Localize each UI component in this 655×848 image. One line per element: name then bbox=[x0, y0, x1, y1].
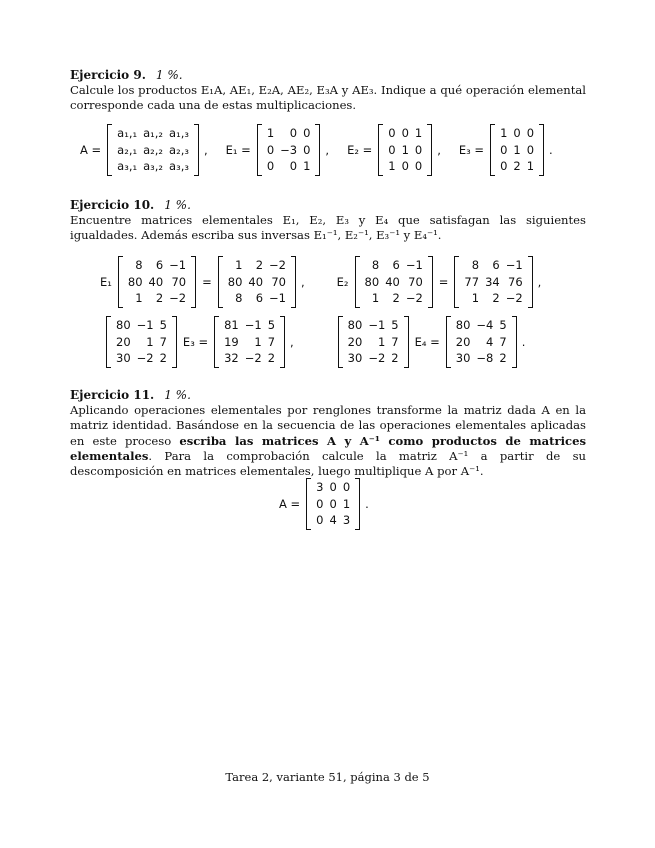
right-bracket bbox=[355, 478, 360, 530]
matrix-cell: 0 bbox=[303, 142, 311, 157]
exercise-9-weight: 1 %. bbox=[155, 68, 183, 82]
matrix-cell: 0 bbox=[401, 159, 409, 173]
matrix-row bbox=[461, 274, 525, 291]
matrix-entries bbox=[264, 125, 314, 175]
matrix-cell: 5 bbox=[499, 318, 507, 332]
matrix-cell: 5 bbox=[267, 318, 276, 332]
punctuation: . bbox=[521, 334, 526, 349]
left-bracket bbox=[446, 316, 451, 368]
matrix-cell: 80 bbox=[455, 318, 471, 332]
elementary-matrix-label: E₃ = bbox=[182, 334, 209, 349]
matrix-row bbox=[345, 317, 402, 334]
matrix-row bbox=[221, 317, 278, 334]
matrix-3 bbox=[378, 124, 432, 176]
matrix-cell: 1 bbox=[266, 126, 275, 140]
elementary-matrix-label: E₁ bbox=[100, 274, 112, 289]
matrix-cell: a₂,₃ bbox=[169, 142, 189, 157]
right-bracket bbox=[291, 256, 296, 308]
matrix-row bbox=[113, 350, 170, 367]
matrix-cell: a₃,₂ bbox=[143, 159, 164, 173]
matrix-cell: 0 bbox=[500, 142, 508, 157]
exercise-11-matrix bbox=[275, 478, 375, 530]
matrix-cell: 30 bbox=[455, 351, 471, 365]
matrix-cell: 0 bbox=[266, 142, 275, 157]
right-bracket bbox=[191, 256, 196, 308]
matrix-entries bbox=[362, 257, 426, 307]
matrix-row bbox=[461, 290, 525, 307]
matrix-entries bbox=[453, 317, 510, 367]
right-bracket bbox=[172, 316, 177, 368]
right-matrix bbox=[446, 316, 517, 368]
matrix-cell: 0 bbox=[303, 126, 311, 140]
punctuation: , bbox=[203, 142, 208, 157]
left-bracket bbox=[107, 124, 112, 176]
matrix-cell: 30 bbox=[116, 351, 131, 365]
matrix-entries bbox=[114, 125, 192, 175]
matrix-cell: 0 bbox=[316, 496, 324, 511]
exercise-11 bbox=[70, 388, 586, 479]
matrix-row bbox=[225, 290, 289, 307]
matrix-entries bbox=[385, 125, 425, 175]
matrix-cell: 0 bbox=[414, 159, 423, 173]
matrix-cell: a₃,₁ bbox=[117, 159, 138, 173]
punctuation: , bbox=[325, 142, 330, 157]
matrix-cell: 77 bbox=[464, 274, 480, 289]
matrix-cell: 0 bbox=[414, 142, 423, 157]
exercise-9-heading bbox=[70, 68, 586, 83]
matrix-row bbox=[125, 257, 189, 274]
matrix-cell: −1 bbox=[169, 258, 187, 272]
left-matrix bbox=[355, 256, 433, 308]
matrix-cell: 0 bbox=[329, 480, 337, 494]
matrix-cell: 1 bbox=[500, 126, 508, 140]
matrix-cell: 2 bbox=[391, 351, 399, 365]
matrix-entries bbox=[221, 317, 278, 367]
elementary-matrix-label: E₄ = bbox=[414, 334, 440, 349]
matrix-cell: 80 bbox=[364, 274, 380, 289]
matrix-cell: −2 bbox=[368, 351, 386, 365]
matrix-row bbox=[313, 479, 353, 496]
matrix-cell: a₃,₃ bbox=[169, 159, 189, 173]
matrix-cell: 0 bbox=[401, 126, 409, 140]
matrix-cell: 1 bbox=[526, 159, 535, 173]
exercise-10-text: Encuentre matrices elementales E₁, E₂, E₃ y E₄ que satisfagan las siguientes igualdades. Además escriba sus inversas E₁⁻¹, E₂⁻¹, E₃⁻¹ y E₄⁻¹. bbox=[70, 213, 586, 243]
matrix-cell: 1 bbox=[513, 142, 521, 157]
matrix-cell: 40 bbox=[385, 274, 400, 289]
matrix-row bbox=[125, 274, 189, 291]
matrix-row bbox=[461, 257, 525, 274]
matrix-row bbox=[264, 125, 314, 142]
matrix-cell: 70 bbox=[271, 274, 286, 289]
matrix-cell: 4 bbox=[486, 334, 494, 349]
matrix-row bbox=[345, 350, 402, 367]
matrix-cell: 6 bbox=[155, 258, 164, 272]
matrix-cell: 1 bbox=[146, 334, 154, 349]
matrix-4 bbox=[490, 124, 544, 176]
matrix-cell: 3 bbox=[316, 480, 324, 494]
right-bracket bbox=[404, 316, 409, 368]
matrix-cell: −1 bbox=[368, 318, 386, 332]
matrix-cell: 3 bbox=[342, 513, 351, 527]
matrix-row bbox=[497, 142, 537, 159]
matrix-cell: 0 bbox=[342, 480, 351, 494]
matrix-cell: 1 bbox=[371, 291, 380, 305]
matrix-1 bbox=[107, 124, 199, 176]
left-bracket bbox=[355, 256, 360, 308]
matrix-2 bbox=[257, 124, 321, 176]
right-matrix bbox=[454, 256, 532, 308]
left-bracket bbox=[454, 256, 459, 308]
matrix-cell: 2 bbox=[492, 291, 500, 305]
matrix-cell: 1 bbox=[235, 258, 243, 272]
matrix-cell: 2 bbox=[499, 351, 507, 365]
matrix-cell: 1 bbox=[254, 334, 262, 349]
matrix-cell: 2 bbox=[255, 258, 264, 272]
punctuation: . bbox=[549, 142, 553, 157]
matrix-row bbox=[113, 334, 170, 351]
right-bracket bbox=[427, 124, 432, 176]
matrix-cell: −2 bbox=[244, 351, 262, 365]
matrix-cell: −1 bbox=[405, 258, 423, 272]
matrix-cell: 6 bbox=[255, 291, 264, 305]
exercise-9 bbox=[70, 68, 586, 114]
matrix-cell: 1 bbox=[377, 334, 386, 349]
matrix-cell: 7 bbox=[159, 334, 167, 349]
matrix-cell: 2 bbox=[159, 351, 167, 365]
punctuation: . bbox=[365, 496, 369, 511]
matrix-cell: 34 bbox=[485, 274, 500, 289]
matrix-row bbox=[114, 125, 192, 142]
matrix-row bbox=[362, 257, 426, 274]
matrix-row bbox=[362, 290, 426, 307]
matrix-cell: 7 bbox=[391, 334, 399, 349]
matrix-cell: 8 bbox=[235, 291, 243, 305]
exercise-10-weight: 1 %. bbox=[164, 198, 191, 212]
matrix-cell: a₂,₂ bbox=[143, 142, 164, 157]
exercise-11-text-bold: escriba las matrices A y A⁻¹ como productos de matrices elementales bbox=[70, 433, 586, 463]
exercise-11-weight: 1 %. bbox=[164, 388, 191, 402]
matrix-cell: −1 bbox=[136, 318, 154, 332]
matrix-cell: −1 bbox=[505, 258, 523, 272]
left-bracket bbox=[118, 256, 123, 308]
left-bracket bbox=[106, 316, 111, 368]
matrix-cell: −2 bbox=[505, 291, 523, 305]
matrix-row bbox=[225, 257, 289, 274]
left-bracket bbox=[338, 316, 343, 368]
matrix-cell: 0 bbox=[526, 126, 535, 140]
matrix-cell: 8 bbox=[135, 258, 143, 272]
matrix-label: E₃ = bbox=[458, 142, 485, 157]
matrix-cell: 5 bbox=[391, 318, 399, 332]
left-matrix bbox=[338, 316, 409, 368]
matrix-row bbox=[497, 125, 537, 142]
matrix-cell: 80 bbox=[127, 274, 143, 289]
equals-sign: = bbox=[202, 274, 212, 289]
matrix-cell: 0 bbox=[266, 159, 275, 173]
matrix-cell: 81 bbox=[224, 318, 239, 332]
right-bracket bbox=[428, 256, 433, 308]
matrix-cell: 0 bbox=[388, 126, 396, 140]
elementary-matrix-label: E₂ bbox=[336, 274, 349, 289]
matrix-row bbox=[385, 158, 425, 175]
matrix-cell: −2 bbox=[169, 291, 187, 305]
exercise-11-text-start: Aplicando operaciones elementales por renglones transforme la matriz dada A en la matriz identidad. Basándose en la secuencia de las operaciones elementales aplicadas en este proceso bbox=[70, 403, 586, 448]
matrix-cell: a₁,₃ bbox=[169, 126, 189, 140]
matrix-cell: 5 bbox=[159, 318, 167, 332]
exercise-10-title: Ejercicio 10. bbox=[70, 198, 155, 212]
matrix-cell: 70 bbox=[171, 274, 187, 289]
matrix-cell: 80 bbox=[227, 274, 243, 289]
right-bracket bbox=[528, 256, 533, 308]
matrix-row bbox=[125, 290, 189, 307]
page-footer: Tarea 2, variante 51, página 3 de 5 bbox=[225, 770, 430, 784]
matrix-label: E₁ = bbox=[225, 142, 251, 157]
matrix-cell: 0 bbox=[500, 159, 508, 173]
matrix-cell: 4 bbox=[329, 513, 337, 527]
matrix-row bbox=[264, 142, 314, 159]
matrix-cell: −1 bbox=[244, 318, 262, 332]
matrix-row bbox=[114, 158, 192, 175]
matrix-row bbox=[453, 350, 510, 367]
matrix-row bbox=[453, 317, 510, 334]
matrix-cell: 0 bbox=[316, 513, 324, 527]
matrix-a bbox=[306, 478, 360, 530]
matrix-row bbox=[453, 334, 510, 351]
left-bracket bbox=[490, 124, 495, 176]
exercise-11-title: Ejercicio 11. bbox=[70, 388, 155, 402]
right-bracket bbox=[315, 124, 320, 176]
matrix-cell: 1 bbox=[135, 291, 143, 305]
right-matrix bbox=[214, 316, 285, 368]
matrix-cell: 20 bbox=[116, 334, 131, 349]
right-bracket bbox=[512, 316, 517, 368]
exercise-11-heading bbox=[70, 388, 586, 403]
left-bracket bbox=[257, 124, 262, 176]
matrix-row bbox=[113, 317, 170, 334]
right-bracket bbox=[194, 124, 199, 176]
matrix-cell: 80 bbox=[116, 318, 131, 332]
matrix-row bbox=[221, 350, 278, 367]
exercise-9-text: Calcule los productos E₁A, AE₁, E₂A, AE₂, E₃A y AE₃. Indique a qué operación elemental corresponde cada una de estas multiplicaciones. bbox=[70, 83, 586, 113]
matrix-row bbox=[385, 125, 425, 142]
left-bracket bbox=[214, 316, 219, 368]
matrix-cell: 2 bbox=[392, 291, 400, 305]
matrix-cell: 76 bbox=[508, 274, 523, 289]
matrix-cell: a₂,₁ bbox=[117, 142, 138, 157]
matrix-entries bbox=[313, 479, 353, 529]
matrix-cell: −3 bbox=[280, 142, 298, 157]
equals-sign: = bbox=[438, 274, 449, 289]
matrix-entries bbox=[113, 317, 170, 367]
right-matrix bbox=[218, 256, 296, 308]
exercise-10-heading bbox=[70, 198, 586, 213]
matrix-cell: 40 bbox=[148, 274, 164, 289]
matrix-cell: 20 bbox=[347, 334, 363, 349]
matrix-cell: 1 bbox=[414, 126, 423, 140]
left-matrix bbox=[106, 316, 177, 368]
matrix-label: A = bbox=[80, 142, 102, 157]
left-bracket bbox=[306, 478, 311, 530]
left-matrix bbox=[118, 256, 196, 308]
matrix-row bbox=[313, 512, 353, 529]
matrix-row bbox=[114, 142, 192, 159]
left-bracket bbox=[378, 124, 383, 176]
matrix-cell: 2 bbox=[267, 351, 276, 365]
matrix-cell: 20 bbox=[455, 334, 471, 349]
matrix-cell: 0 bbox=[289, 159, 298, 173]
punctuation: , bbox=[437, 142, 441, 157]
matrix-cell: 32 bbox=[224, 351, 239, 365]
matrix-cell: 1 bbox=[342, 496, 351, 511]
matrix-row bbox=[362, 274, 426, 291]
matrix-cell: 8 bbox=[371, 258, 380, 272]
matrix-cell: 1 bbox=[401, 142, 409, 157]
matrix-cell: a₁,₂ bbox=[143, 126, 164, 140]
matrix-entries bbox=[497, 125, 537, 175]
matrix-cell: 19 bbox=[224, 334, 239, 349]
matrix-cell: 1 bbox=[471, 291, 480, 305]
matrix-cell: 40 bbox=[248, 274, 264, 289]
punctuation: , bbox=[537, 274, 542, 289]
matrix-cell: 7 bbox=[267, 334, 276, 349]
matrix-cell: 80 bbox=[347, 318, 363, 332]
matrix-cell: 0 bbox=[388, 142, 396, 157]
matrix-row bbox=[385, 142, 425, 159]
matrix-label: A = bbox=[279, 496, 301, 511]
matrix-row bbox=[221, 334, 278, 351]
matrix-entries bbox=[225, 257, 289, 307]
matrix-cell: −1 bbox=[269, 291, 286, 305]
matrix-entries bbox=[345, 317, 402, 367]
matrix-cell: 6 bbox=[392, 258, 400, 272]
matrix-cell: 0 bbox=[329, 496, 337, 511]
right-bracket bbox=[539, 124, 544, 176]
matrix-cell: a₁,₁ bbox=[117, 126, 138, 140]
exercise-10-equations-row-1 bbox=[96, 256, 547, 308]
exercise-10 bbox=[70, 198, 586, 244]
punctuation: , bbox=[301, 274, 305, 289]
matrix-cell: −8 bbox=[476, 351, 494, 365]
matrix-label: E₂ = bbox=[347, 142, 373, 157]
left-bracket bbox=[218, 256, 223, 308]
right-bracket bbox=[280, 316, 285, 368]
punctuation: , bbox=[290, 334, 294, 349]
matrix-cell: 30 bbox=[347, 351, 363, 365]
matrix-cell: −4 bbox=[476, 318, 494, 332]
matrix-cell: 0 bbox=[513, 126, 521, 140]
matrix-row bbox=[225, 274, 289, 291]
exercise-9-matrices bbox=[76, 124, 559, 176]
matrix-cell: −2 bbox=[269, 258, 286, 272]
exercise-11-text-end: . Para la comprobación calcule la matriz A⁻¹ a partir de su descomposición en matrices elementales, luego multiplique A por A⁻¹. bbox=[70, 448, 586, 479]
matrix-row bbox=[313, 496, 353, 513]
matrix-cell: 1 bbox=[303, 159, 311, 173]
matrix-cell: 6 bbox=[492, 258, 500, 272]
matrix-cell: 0 bbox=[289, 126, 298, 140]
exercise-11-text bbox=[70, 403, 586, 479]
exercise-10-equations-row-2 bbox=[104, 316, 531, 368]
matrix-cell: 0 bbox=[526, 142, 535, 157]
matrix-entries bbox=[461, 257, 525, 307]
matrix-cell: 8 bbox=[471, 258, 480, 272]
matrix-cell: −2 bbox=[405, 291, 423, 305]
matrix-row bbox=[345, 334, 402, 351]
matrix-row bbox=[497, 158, 537, 175]
matrix-row bbox=[264, 158, 314, 175]
matrix-cell: 70 bbox=[408, 274, 423, 289]
matrix-entries bbox=[125, 257, 189, 307]
matrix-cell: 7 bbox=[499, 334, 507, 349]
matrix-cell: 1 bbox=[388, 159, 396, 173]
matrix-cell: 2 bbox=[155, 291, 164, 305]
matrix-cell: 2 bbox=[513, 159, 521, 173]
matrix-cell: −2 bbox=[136, 351, 154, 365]
exercise-9-title: Ejercicio 9. bbox=[70, 68, 146, 82]
